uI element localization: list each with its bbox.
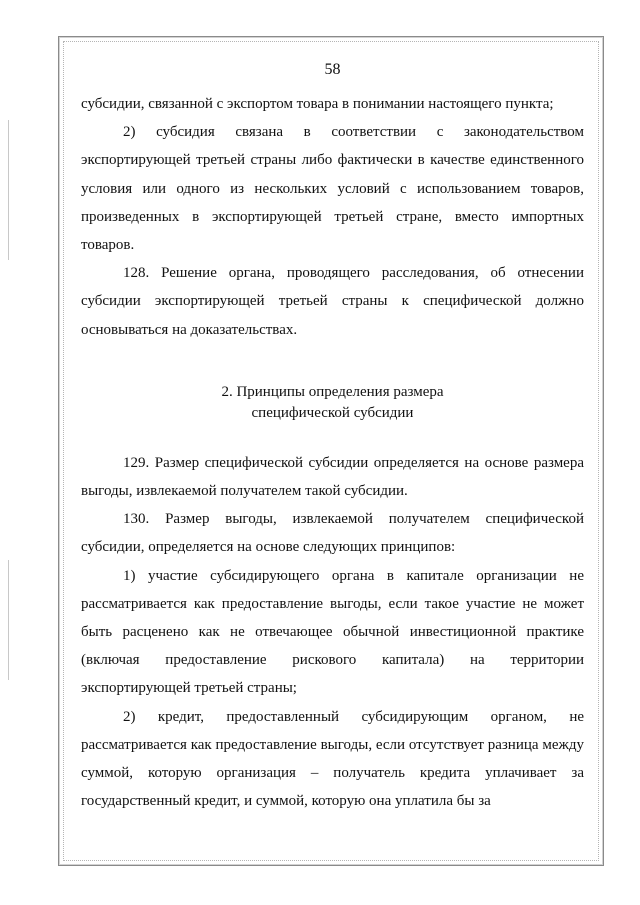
paragraph-128: 128. Решение органа, проводящего расследования, об отнесении субсидии экспортирующей третьей страны к специфической должно основываться на доказательствах. (81, 265, 584, 338)
section-heading (81, 382, 584, 424)
page-number: 58 (324, 61, 341, 78)
paragraph-130: 130. Размер выгоды, извлекаемой получателем специфической субсидии, определяется на основе следующих принципов: (81, 511, 584, 556)
document-body (81, 60, 584, 815)
scan-artifact (8, 560, 9, 680)
paragraph-129: 129. Размер специфической субсидии определяется на основе размера выгоды, извлекаемой получателем такой субсидии. (81, 454, 584, 500)
paragraph-continuation: субсидии, связанной с экспортом товара в понимании настоящего пункта; (81, 96, 554, 112)
paragraph-130-item-2: 2) кредит, предоставленный субсидирующим органом, не рассматривается как предоставление выгоды, если отсутствует разница между суммой, которую организация – получатель кредита уплачивает за государственный кредит, и суммой, которую она уплатила бы за (81, 708, 584, 810)
section-heading-line-1: 2. Принципы определения размера (221, 383, 444, 400)
paragraph-130-item-1: 1) участие субсидирующего органа в капитале организации не рассматривается как предоставление выгоды, если такое участие не может быть расценено как не отвечающее обычной инвестиционной практике (включая предоставление рискового капитала) на территории экспортирующей третьей страны; (81, 567, 584, 697)
paragraph-item-2: 2) субсидия связана в соответствии с законодательством экспортирующей третьей страны либо фактически в качестве единственного условия или одного из нескольких условий с использованием товаров, произведенных в экспортирующей третьей стране, вместо импортных товаров. (81, 124, 584, 254)
section-heading-line-2: специфической субсидии (251, 404, 414, 421)
scan-artifact (8, 120, 9, 260)
